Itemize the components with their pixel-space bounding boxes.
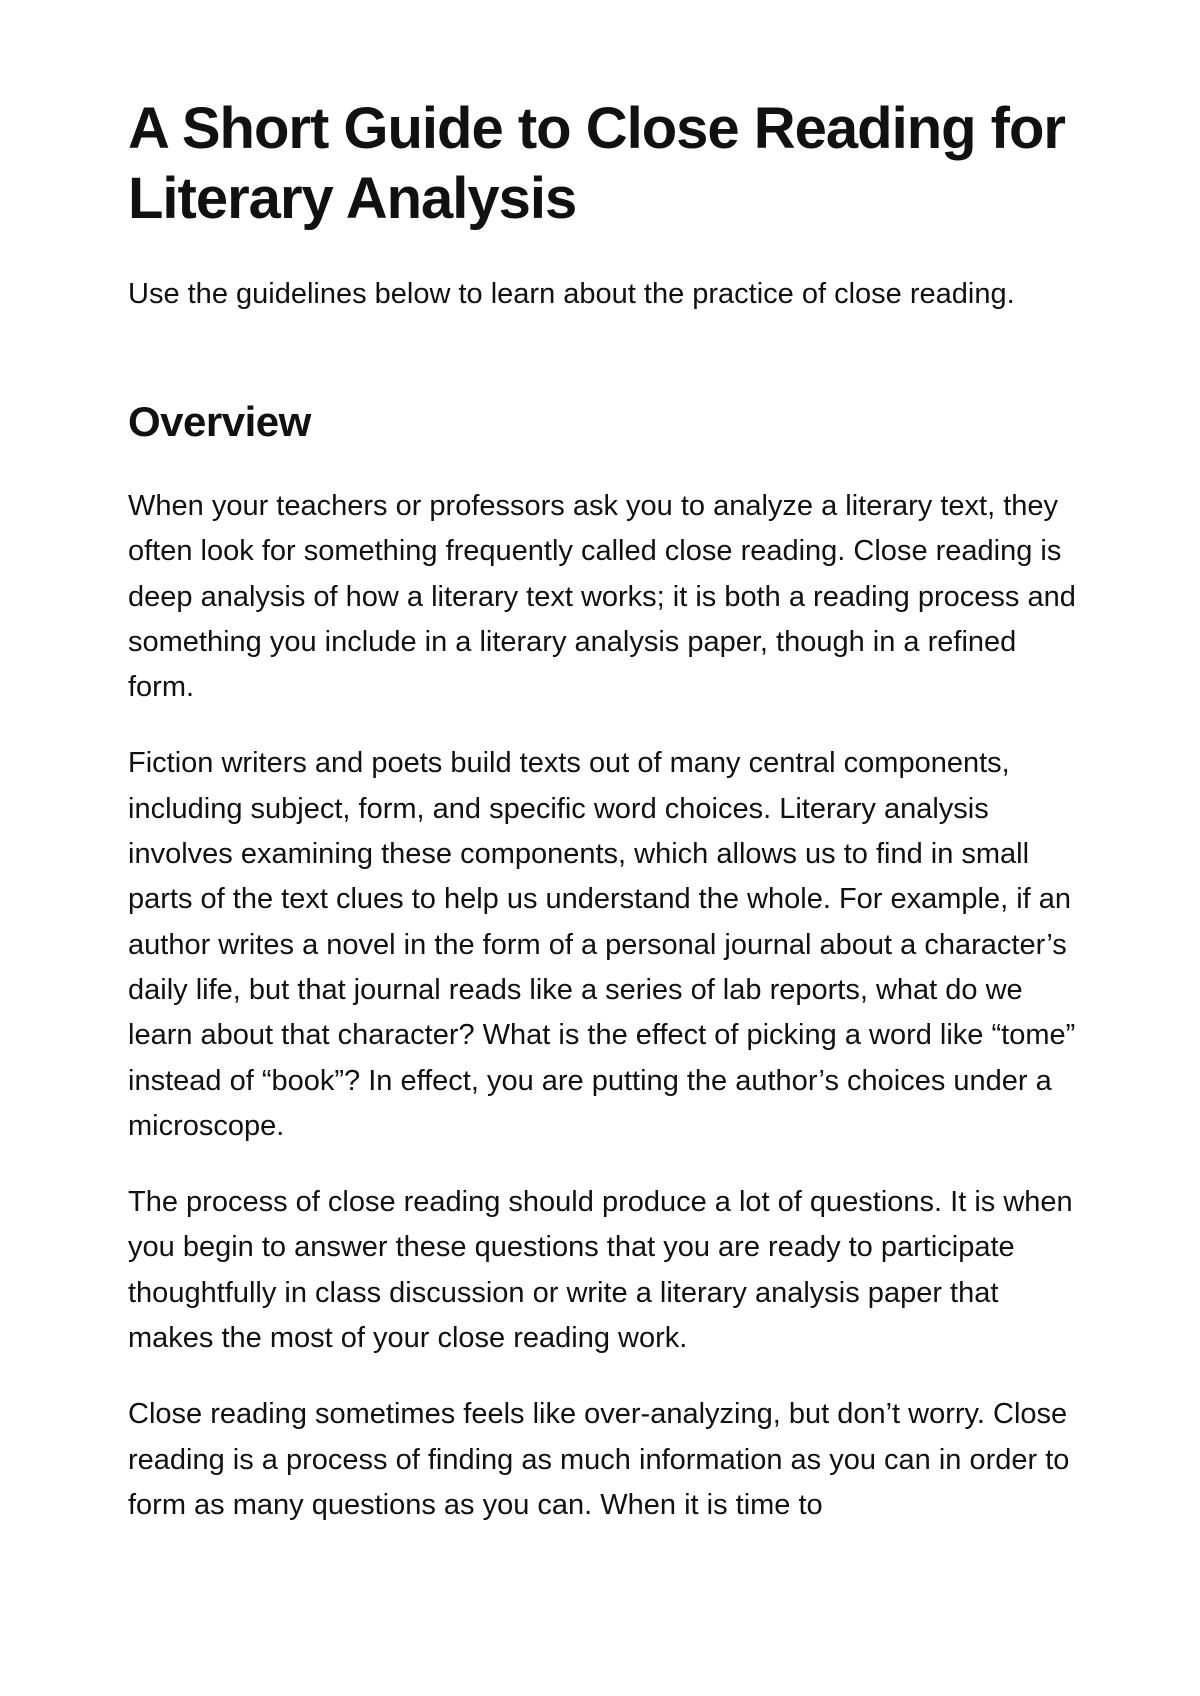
paragraph: When your teachers or professors ask you to analyze a literary text, they often look for something frequently called close reading. Close reading is deep analysis of how a literary text works; it is both a reading process and something you include in a literary analysis paper, though in a refined form.: [128, 490, 1076, 704]
paragraph: The process of close reading should produce a lot of questions. It is when you begin to answer these questions that you are ready to participate thoughtfully in class discussion or write a literary analysis paper that makes the most of your close reading work.: [128, 1186, 1073, 1355]
section-body-overview: [128, 484, 1083, 1559]
paragraph: Close reading sometimes feels like over-analyzing, but don’t worry. Close reading is a process of finding as much information as you can in order to form as many questions as you can. When it is time to: [128, 1398, 1070, 1521]
intro-paragraph: Use the guidelines below to learn about the practice of close reading.: [128, 278, 1015, 310]
paragraph: Fiction writers and poets build texts out of many central components, including subject, form, and specific word choices. Literary analysis involves examining these components, which allows us to find in small parts of the text clues to help us understand the whole. For example, if an author writes a novel in the form of a personal journal about a character’s daily life, but that journal reads like a series of lab reports, what do we learn about that character? What is the effect of picking a word like “tome” instead of “book”? In effect, you are putting the author’s choices under a microscope.: [128, 747, 1076, 1142]
page-title: A Short Guide to Close Reading for Literary Analysis: [128, 96, 1065, 231]
section-heading-overview: Overview: [128, 398, 311, 445]
